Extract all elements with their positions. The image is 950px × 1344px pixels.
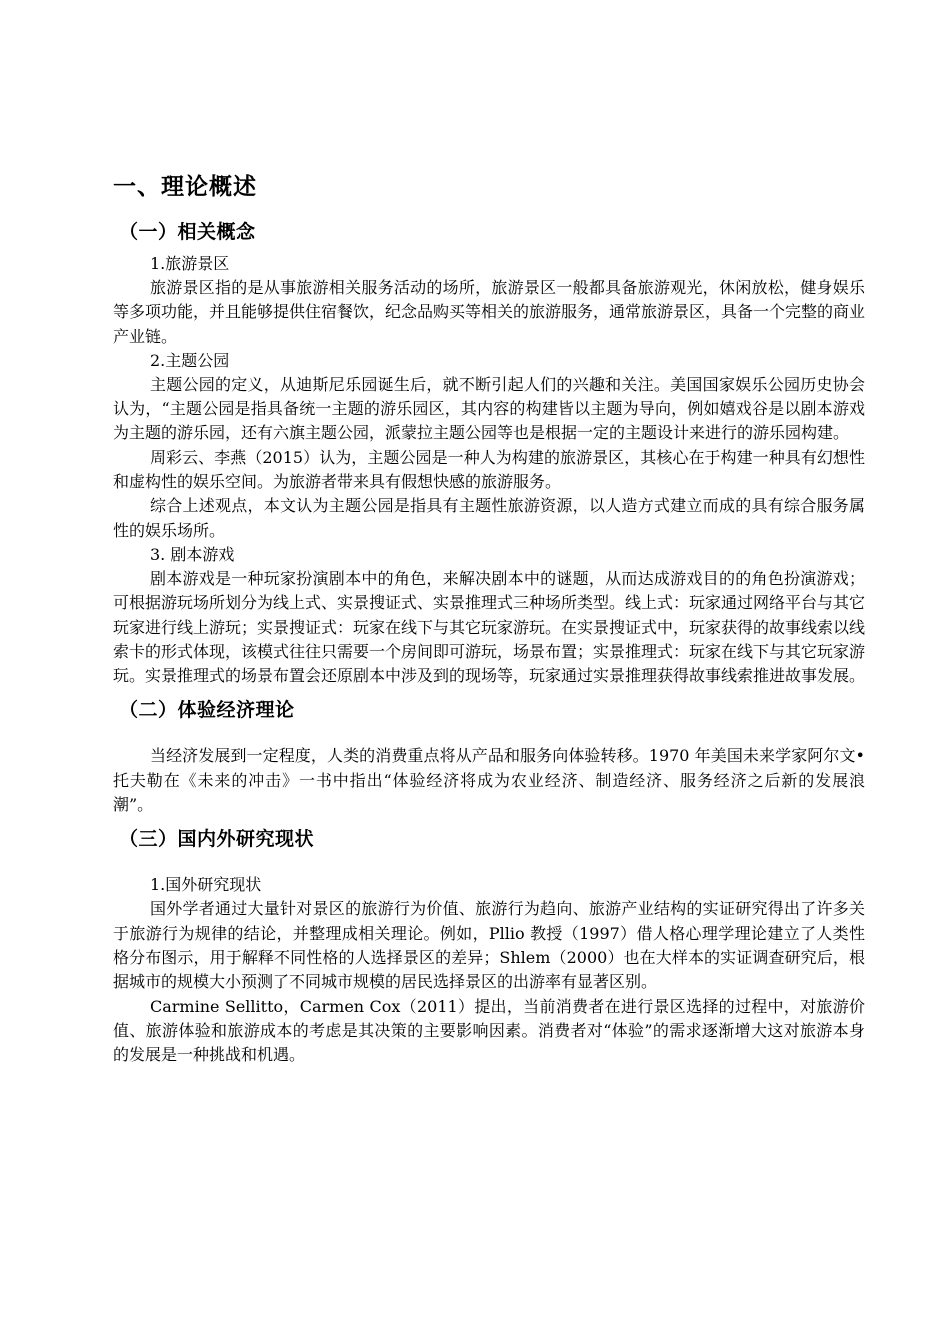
paragraph-theme-park-definition: 主题公园的定义，从迪斯尼乐园诞生后，就不断引起人们的兴趣和关注。美国国家娱乐公园历史协会认为，“主题公园是指具备统一主题的游乐园区，其内容的构建皆以主题为导向，例如嬉戏谷是以剧本游戏为主题的游乐园，还有六旗主题公园，派蒙拉主题公园等也是根据一定的主题设计来进行的游乐园构建。 xyxy=(113,374,865,443)
paragraph-experience-economy: 当经济发展到一定程度，人类的消费重点将从产品和服务向体验转移。1970 年美国未来学家阿尔文•托夫勒在《未来的冲击》一书中指出“体验经济将成为农业经济、制造经济、服务经济之后新的发展浪潮”。 xyxy=(113,746,865,815)
subsection-heading-concepts: （一）相关概念 xyxy=(119,221,256,243)
paragraph-foreign-research-2: Carmine Sellitto，Carmen Cox（2011）提出，当前消费者在进行景区选择的过程中，对旅游价值、旅游体验和旅游成本的考虑是其决策的主要影响因素。消费者对“体验”的需求逐渐增大这对旅游本身的发展是一种挑战和机遇。 xyxy=(113,996,865,1065)
item-title-script-game: 3. 剧本游戏 xyxy=(150,544,235,564)
subsection-heading-research-status: （三）国内外研究现状 xyxy=(119,828,315,851)
paragraph-theme-park-zhou: 周彩云、李燕（2015）认为，主题公园是一种人为构建的旅游景区，其核心在于构建一种具有幻想性和虚构性的娱乐空间。为旅游者带来具有假想快感的旅游服务。 xyxy=(113,447,865,492)
paragraph-theme-park-summary: 综合上述观点，本文认为主题公园是指具有主题性旅游资源，以人造方式建立而成的具有综合服务属性的娱乐场所。 xyxy=(113,496,865,540)
paragraph-tourist-area: 旅游景区指的是从事旅游相关服务活动的场所，旅游景区一般都具备旅游观光，休闲放松，健身娱乐等多项功能，并且能够提供住宿餐饮，纪念品购买等相关的旅游服务，通常旅游景区，具备一个完整的商业产业链。 xyxy=(113,278,866,346)
item-title-theme-park: 2.主题公园 xyxy=(150,350,230,370)
section-title: 一、理论概述 xyxy=(113,174,257,200)
document-body xyxy=(113,170,865,1067)
item-title-foreign-research: 1.国外研究现状 xyxy=(150,875,262,895)
subsection-heading-experience-economy: （二）体验经济理论 xyxy=(119,699,295,722)
paragraph-script-game: 剧本游戏是一种玩家扮演剧本中的角色，来解决剧本中的谜题，从而达成游戏目的的角色扮演游戏；可根据游玩场所划分为线上式、实景搜证式、实景推理式三种场所类型。线上式：玩家通过网络平台与其它玩家进行线上游玩；实景搜证式：玩家在线下与其它玩家游玩。在实景搜证式中，玩家获得的故事线索以线索卡的形式体现，该模式往往只需要一个房间即可游玩，场景布置；实景推理式：玩家在线下与其它玩家游玩。实景推理式的场景布置会还原剧本中涉及到的现场等，玩家通过实景推理获得故事线索推进故事发展。 xyxy=(113,568,866,686)
item-title-tourist-area: 1.旅游景区 xyxy=(150,254,230,273)
paragraph-foreign-research-1: 国外学者通过大量针对景区的旅游行为价值、旅游行为趋向、旅游产业结构的实证研究得出了许多关于旅游行为规律的结论，并整理成相关理论。例如，Pllio 教授（1997）借人格心理学理论建立了人类性格分布图示，用于解释不同性格的人选择景区的差异；Shlem（2000）也在大样本的实证调查研究后，根据城市的规模大小预测了不同城市规模的居民选择景区的出游率有显著区别。 xyxy=(113,899,865,992)
